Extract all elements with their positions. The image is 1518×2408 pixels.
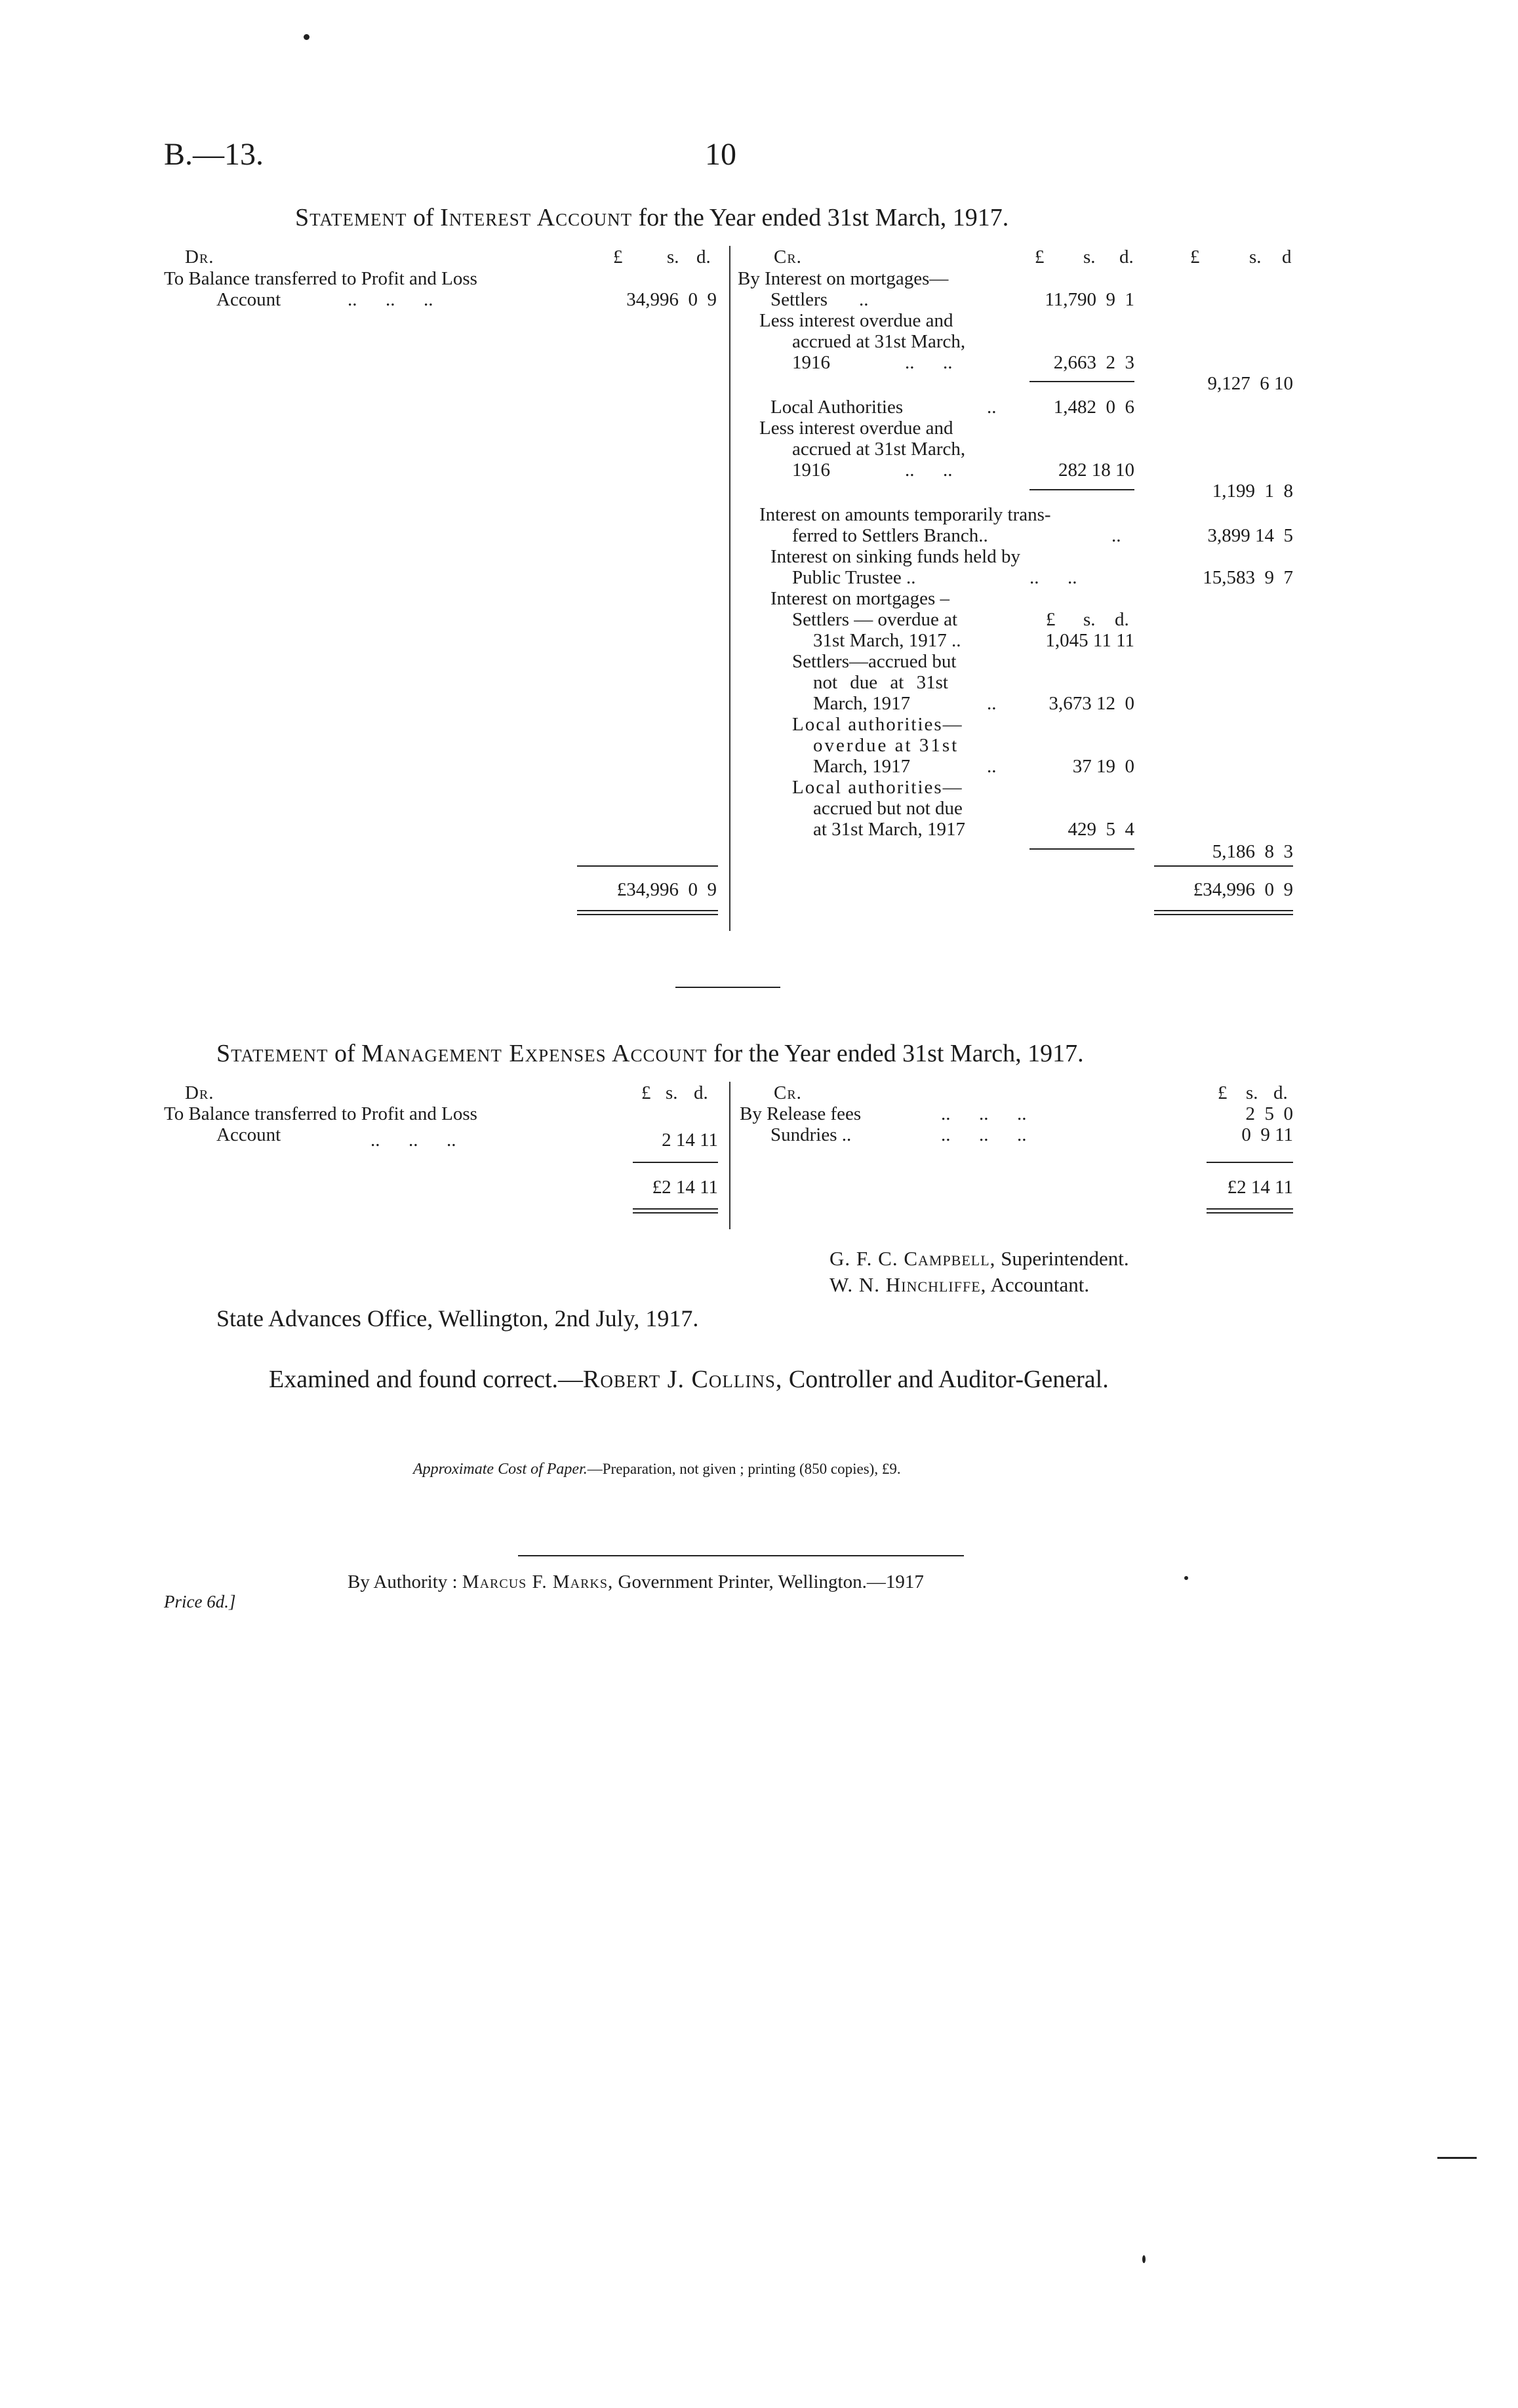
column-divider [729, 246, 730, 931]
cr-settlers-amount: 11,790 9 1 [1045, 289, 1134, 310]
leader-dots: .. .. .. [941, 1103, 1027, 1124]
cr-sundries-amount: 0 9 11 [1241, 1124, 1293, 1145]
leader-dots: .. .. [1029, 567, 1077, 588]
cr-im-total: 5,186 8 3 [1212, 841, 1293, 862]
signature-accountant: W. N. Hinchliffe, Accountant. [829, 1273, 1090, 1296]
dr-col-pound: £ [641, 1082, 651, 1103]
cr-la-over-line3: March, 1917 [813, 756, 911, 777]
cr-col-shillings: s. [1083, 247, 1096, 267]
ink-speck [304, 34, 310, 40]
dr-col-shillings: s. [666, 1082, 678, 1103]
dr-amount: 34,996 0 9 [626, 289, 717, 310]
im-col-shillings: s. [1083, 609, 1096, 630]
cr-less-line3: 1916 [792, 352, 830, 373]
cr-total-double-rule [1154, 910, 1293, 915]
examined-line: Examined and found correct.—Robert J. Collins, Controller and Auditor-General. [269, 1366, 1109, 1393]
leader-dots: .. [987, 693, 997, 714]
cr-s-acc-line3: March, 1917 [813, 693, 911, 714]
cr-sink-amount: 15,583 9 7 [1203, 567, 1293, 588]
dr-entry-line1: To Balance transferred to Profit and Loss [164, 268, 477, 289]
cr-sink-line2: Public Trustee .. [792, 567, 916, 588]
leader-dots: .. [1111, 525, 1121, 546]
cr-sundries: Sundries .. [770, 1124, 852, 1145]
cr-label: Cr. [774, 1082, 802, 1103]
dr-total: £2 14 11 [652, 1177, 718, 1198]
dr-subtotal-rule [577, 865, 718, 867]
dr-col-pence: d. [696, 247, 711, 267]
cr-lless-line2: accrued at 31st March, [792, 439, 966, 460]
office-date-line: State Advances Office, Wellington, 2nd July, 1917. [216, 1305, 699, 1332]
cost-note: Approximate Cost of Paper.—Preparation, not given ; printing (850 copies), £9. [413, 1461, 901, 1478]
cr-s-over-amount: 1,045 11 11 [1045, 630, 1134, 651]
cr-lless-amount: 282 18 10 [1058, 460, 1134, 481]
cr-total-rule [1207, 1162, 1293, 1163]
cr-subtract-rule [1029, 381, 1134, 382]
cr-s-over-line1: Settlers — overdue at [792, 609, 958, 630]
cr-lless-line1: Less interest overdue and [759, 418, 953, 439]
cr-la-acc-line2: accrued but not due [813, 798, 963, 819]
dr-total: £34,996 0 9 [616, 879, 717, 900]
cr-col2-pound: £ [1190, 247, 1200, 267]
leader-dots: .. [987, 756, 997, 777]
leader-dots: .. [859, 289, 869, 310]
cr-col-shillings: s. [1246, 1082, 1258, 1103]
cr-label: Cr. [774, 247, 802, 267]
cr-local-amount: 1,482 0 6 [1053, 397, 1134, 418]
dr-total-double-rule [633, 1208, 718, 1214]
leader-dots: .. [987, 397, 997, 418]
dr-entry-line2: Account [216, 1124, 281, 1145]
leader-dots: .. .. [905, 460, 953, 481]
dr-col-pence: d. [694, 1082, 708, 1103]
cr-col2-pence: d [1282, 247, 1292, 267]
page-number: 10 [705, 137, 736, 172]
cr-lless-line3: 1916 [792, 460, 830, 481]
interest-account-title: Statement of Interest Account for the Year ended 31st March, 1917. [295, 204, 1009, 231]
cr-col-pence: d. [1273, 1082, 1288, 1103]
cr-la-over-line2: overdue at 31st [813, 735, 959, 756]
cr-settlers: Settlers [770, 289, 828, 310]
cr-col2-shillings: s. [1249, 247, 1262, 267]
cr-less-line1: Less interest overdue and [759, 310, 953, 331]
dr-amount: 2 14 11 [662, 1130, 718, 1151]
dr-col-pound: £ [613, 247, 623, 267]
dr-entry-line1: To Balance transferred to Profit and Loss [164, 1103, 477, 1124]
cr-la-over-amount: 37 19 0 [1072, 756, 1134, 777]
cr-la-over-line1: Local authorities— [792, 714, 963, 735]
price-label: Price 6d.] [164, 1592, 236, 1611]
cr-col-pound: £ [1035, 247, 1045, 267]
cr-s-acc-line1: Settlers—accrued but [792, 651, 957, 672]
cr-less-line2: accrued at 31st March, [792, 331, 966, 352]
cr-temp-amount: 3,899 14 5 [1207, 525, 1293, 546]
document-reference: B.—13. [164, 137, 264, 172]
cr-local-authorities: Local Authorities [770, 397, 904, 418]
dr-total-rule [633, 1162, 718, 1163]
cr-release-fees: By Release fees [740, 1103, 862, 1124]
im-col-pence: d. [1115, 609, 1129, 630]
margin-mark [1437, 2157, 1477, 2159]
leader-dots: .. .. [905, 352, 953, 373]
cr-temp-line1: Interest on amounts temporarily trans- [759, 504, 1051, 525]
cr-s-acc-amount: 3,673 12 0 [1049, 693, 1134, 714]
cr-im-head: Interest on mortgages – [770, 588, 950, 609]
leader-dots: .. .. .. [370, 1130, 456, 1151]
cr-subtotal-rule [1029, 848, 1134, 850]
dr-entry-line2: Account [216, 289, 281, 310]
signature-superintendent: G. F. C. Campbell, Superintendent. [829, 1247, 1129, 1270]
cr-la-acc-line1: Local authorities— [792, 777, 963, 798]
dr-col-shillings: s. [667, 247, 679, 267]
cr-total-rule [1154, 865, 1293, 867]
cr-net-settlers: 9,127 6 10 [1207, 373, 1293, 394]
cr-col-pence: d. [1119, 247, 1134, 267]
dr-label: Dr. [185, 247, 214, 267]
cr-total-double-rule [1207, 1208, 1293, 1214]
cr-col-pound: £ [1218, 1082, 1228, 1103]
cr-release-amount: 2 5 0 [1245, 1103, 1293, 1124]
authority-line: By Authority : Marcus F. Marks, Government Printer, Wellington.—1917 [348, 1571, 924, 1592]
cr-la-acc-line3: at 31st March, 1917 [813, 819, 965, 840]
cr-less-amount: 2,663 2 3 [1053, 352, 1134, 373]
dr-total-double-rule [577, 910, 718, 915]
dr-label: Dr. [185, 1082, 214, 1103]
cr-by-mortgages: By Interest on mortgages— [738, 268, 949, 289]
im-col-pound: £ [1046, 609, 1056, 630]
cr-s-acc-line2: not due at 31st [813, 672, 948, 693]
footer-rule [518, 1555, 964, 1556]
column-divider [729, 1082, 730, 1229]
cr-total: £2 14 11 [1227, 1177, 1293, 1198]
cr-net-local: 1,199 1 8 [1212, 481, 1293, 502]
section-separator [675, 987, 780, 988]
management-account-title: Statement of Management Expenses Account for the Year ended 31st March, 1917. [216, 1040, 1084, 1067]
leader-dots: .. .. .. [348, 289, 433, 310]
cr-temp-line2: ferred to Settlers Branch.. [792, 525, 988, 546]
cr-subtract-rule [1029, 489, 1134, 490]
ink-speck [1142, 2255, 1146, 2263]
ink-speck [1184, 1576, 1188, 1580]
cr-s-over-line2: 31st March, 1917 .. [813, 630, 961, 651]
leader-dots: .. .. .. [941, 1124, 1027, 1145]
cr-total: £34,996 0 9 [1193, 879, 1293, 900]
cr-sink-line1: Interest on sinking funds held by [770, 546, 1020, 567]
cr-la-acc-amount: 429 5 4 [1068, 819, 1134, 840]
